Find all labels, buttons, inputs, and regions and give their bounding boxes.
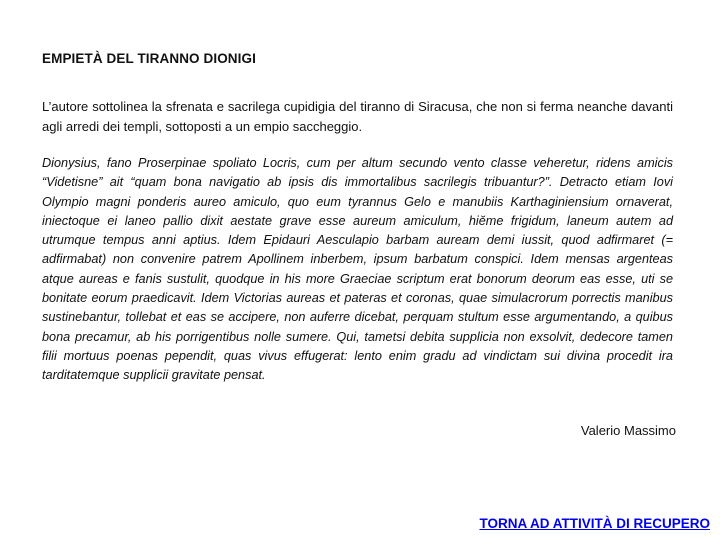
back-to-recovery-link[interactable]: TORNA AD ATTIVITÀ DI RECUPERO	[479, 516, 710, 531]
author-attribution: Valerio Massimo	[580, 423, 676, 438]
latin-text-paragraph: Dionysius, fano Proserpinae spoliato Locris, cum per altum secundo vento classe veheretur, ridens amicis “Videtisne” ait “quam bona navigatio ab ipsis dis immortalibus sacrilegis tribuantur?”. Detracto etiam Iovi Olympio magni ponderis aureo amiculo, quo eum tyrannus Gelo e manubiis Karthaginiensium ornaverat, iniectoque ei laneo pallio dixit aestate grave esse aureum amiculum, hiĕme frigidum, laneum autem ad utrumque tempus anni aptius. Idem Epidauri Aesculapio barbam auream demi iussit, quod adfirmaret (= adfirmabat) non convenire patrem Apollinem inberbem, ipsum barbatum conspici. Idem mensas argenteas atque aureas e fanis sustulit, quodque in his more Graeciae scriptum erat bonorum deorum eas esse, uti se bonitate eorum praedicavit. Idem Victorias aureas et pateras et coronas, quae simulacrorum porrectis manibus sustinebantur, tollebat et eas se accipere, non auferre dicebat, perquam stultum esse argumentando, a quibus bona precamur, ab his porrigentibus nolle sumere. Qui, tametsi debita supplicia non exsolvit, dedecore tamen filii mortuus poenas pependit, quas vivus effugerat: lento enim gradu ad vindictam sui divina procedit ira tarditatemque supplicii gravitate pensat.	[42, 156, 673, 383]
intro-paragraph: L’autore sottolinea la sfrenata e sacrilega cupidigia del tiranno di Siracusa, che non si ferma neanche davanti agli arredi dei templi, sottoposti a un empio saccheggio.	[42, 99, 673, 134]
page-title: EMPIETÀ DEL TIRANNO DIONIGI	[42, 51, 256, 66]
